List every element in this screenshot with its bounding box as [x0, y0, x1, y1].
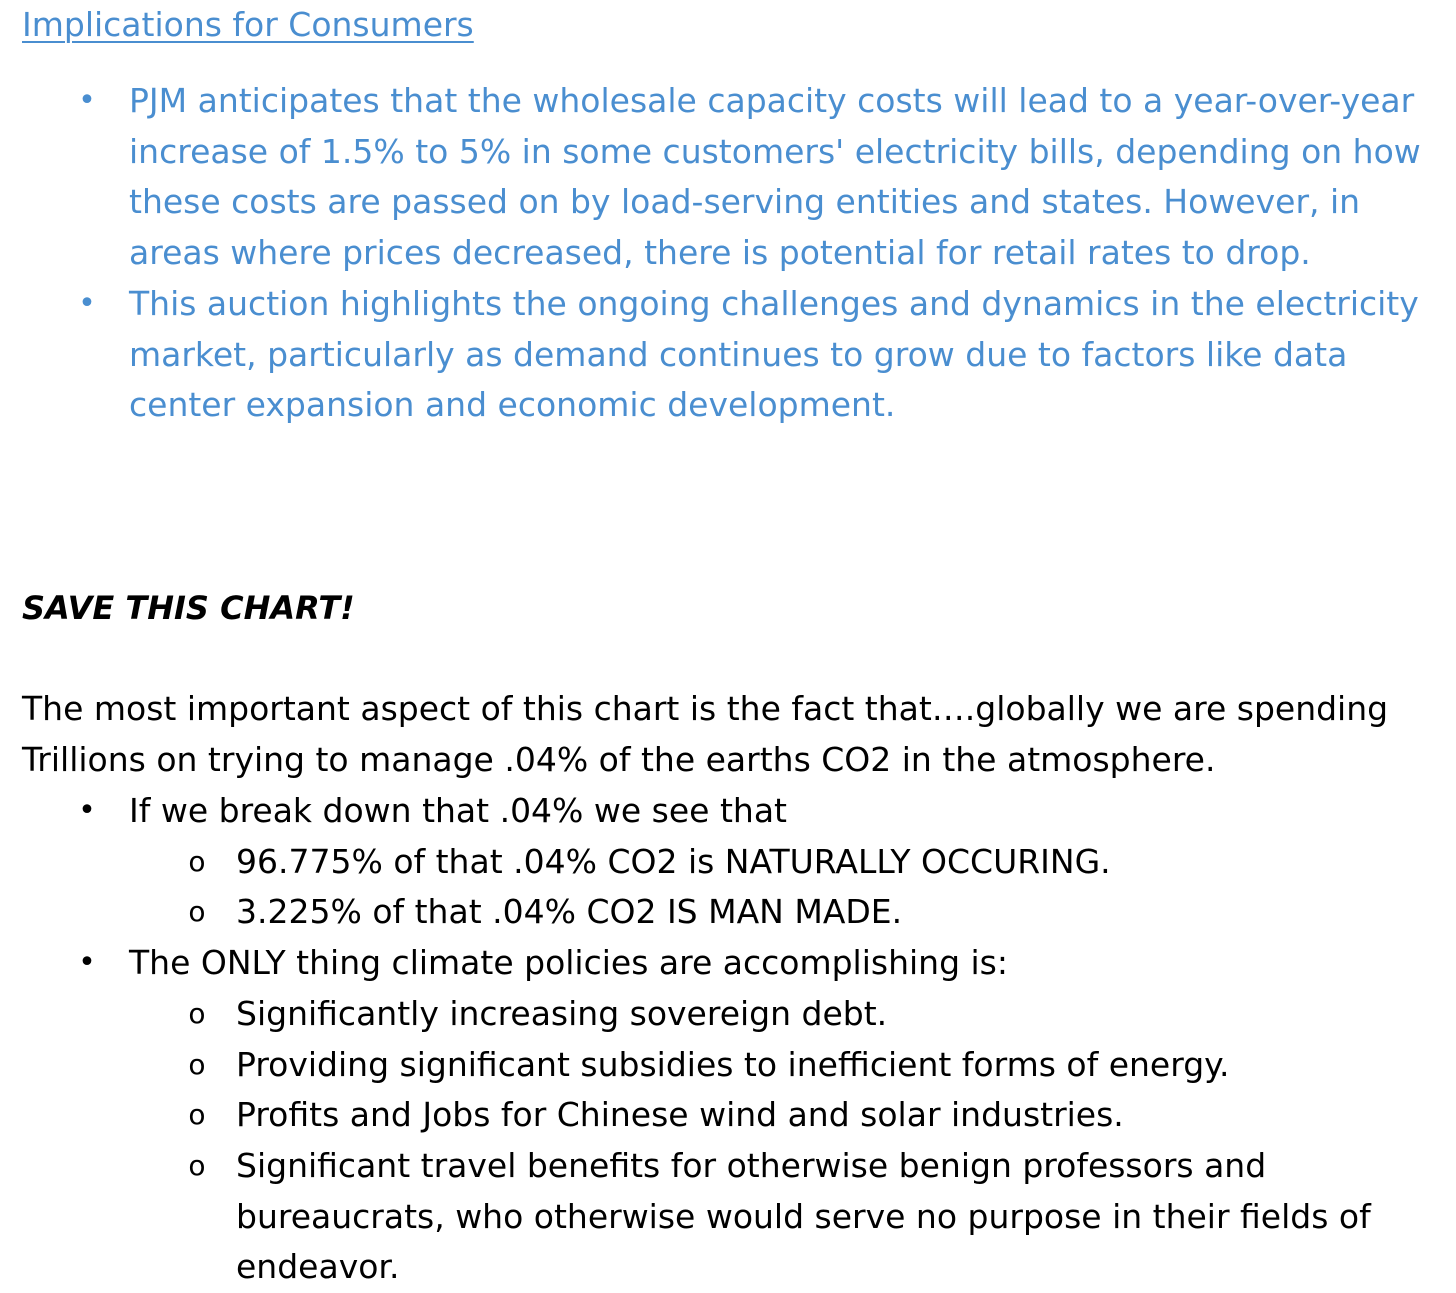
- list-item-text: This auction highlights the ongoing challenges and dynamics in the electricity market, particularly as demand continues to grow due to factors like data center expansion and economic development.: [129, 283, 1419, 425]
- list-item: [22, 938, 1432, 1293]
- sub-list-item-text: Significant travel benefits for otherwise benign professors and bureaucrats, who otherwise would serve no purpose in their fields of endeavor.: [236, 1145, 1371, 1287]
- intro-paragraph: The most important aspect of this chart is the fact that….globally we are spending Trillions on trying to manage .04% of the earths CO2 in the atmosphere.: [22, 689, 1389, 779]
- sub-list: [129, 989, 1432, 1293]
- list-item: [22, 76, 1432, 279]
- sub-list-item: [129, 989, 1432, 1040]
- sub-list-item: [129, 837, 1432, 888]
- section-heading-link[interactable]: Implications for Consumers: [22, 5, 474, 44]
- sub-list-item-text: 96.775% of that .04% CO2 is NATURALLY OCCURING.: [236, 841, 1111, 881]
- circle-bullet-icon: o: [188, 996, 206, 1030]
- implications-list: [22, 76, 1432, 431]
- sub-list-item: [129, 1040, 1432, 1091]
- bullet-icon: •: [78, 945, 96, 981]
- bullet-icon: •: [78, 83, 96, 118]
- save-chart-heading: SAVE THIS CHART!: [22, 589, 355, 627]
- sub-list-item: [129, 1090, 1432, 1141]
- circle-bullet-icon: o: [188, 1148, 206, 1182]
- bullet-icon: •: [78, 285, 96, 321]
- list-item: [22, 786, 1432, 938]
- circle-bullet-icon: o: [188, 1098, 206, 1132]
- list-item: [22, 279, 1432, 431]
- list-item-text: If we break down that .04% we see that: [129, 791, 787, 830]
- circle-bullet-icon: o: [188, 895, 206, 929]
- sub-list-item-text: 3.225% of that .04% CO2 IS MAN MADE.: [236, 892, 903, 932]
- sub-list-item-text: Profits and Jobs for Chinese wind and solar industries.: [236, 1095, 1124, 1135]
- list-item-text: The ONLY thing climate policies are accomplishing is:: [129, 943, 1008, 983]
- points-list: [22, 786, 1432, 1293]
- sub-list-item: [129, 887, 1432, 938]
- sub-list-item: [129, 1141, 1432, 1293]
- list-item-text: PJM anticipates that the wholesale capacity costs will lead to a year-over-year increase of 1.5% to 5% in some customers' electricity bills, depending on how these costs are passed on by load-serving entities and states. However, in areas where prices decreased, there is potential for retail rates to drop.: [129, 81, 1421, 273]
- sub-list-item-text: Significantly increasing sovereign debt.: [236, 993, 888, 1033]
- circle-bullet-icon: o: [188, 1047, 206, 1081]
- bullet-icon: •: [78, 793, 96, 828]
- circle-bullet-icon: o: [188, 844, 206, 878]
- sub-list-item-text: Providing significant subsidies to inefficient forms of energy.: [236, 1044, 1230, 1084]
- sub-list: [129, 837, 1432, 938]
